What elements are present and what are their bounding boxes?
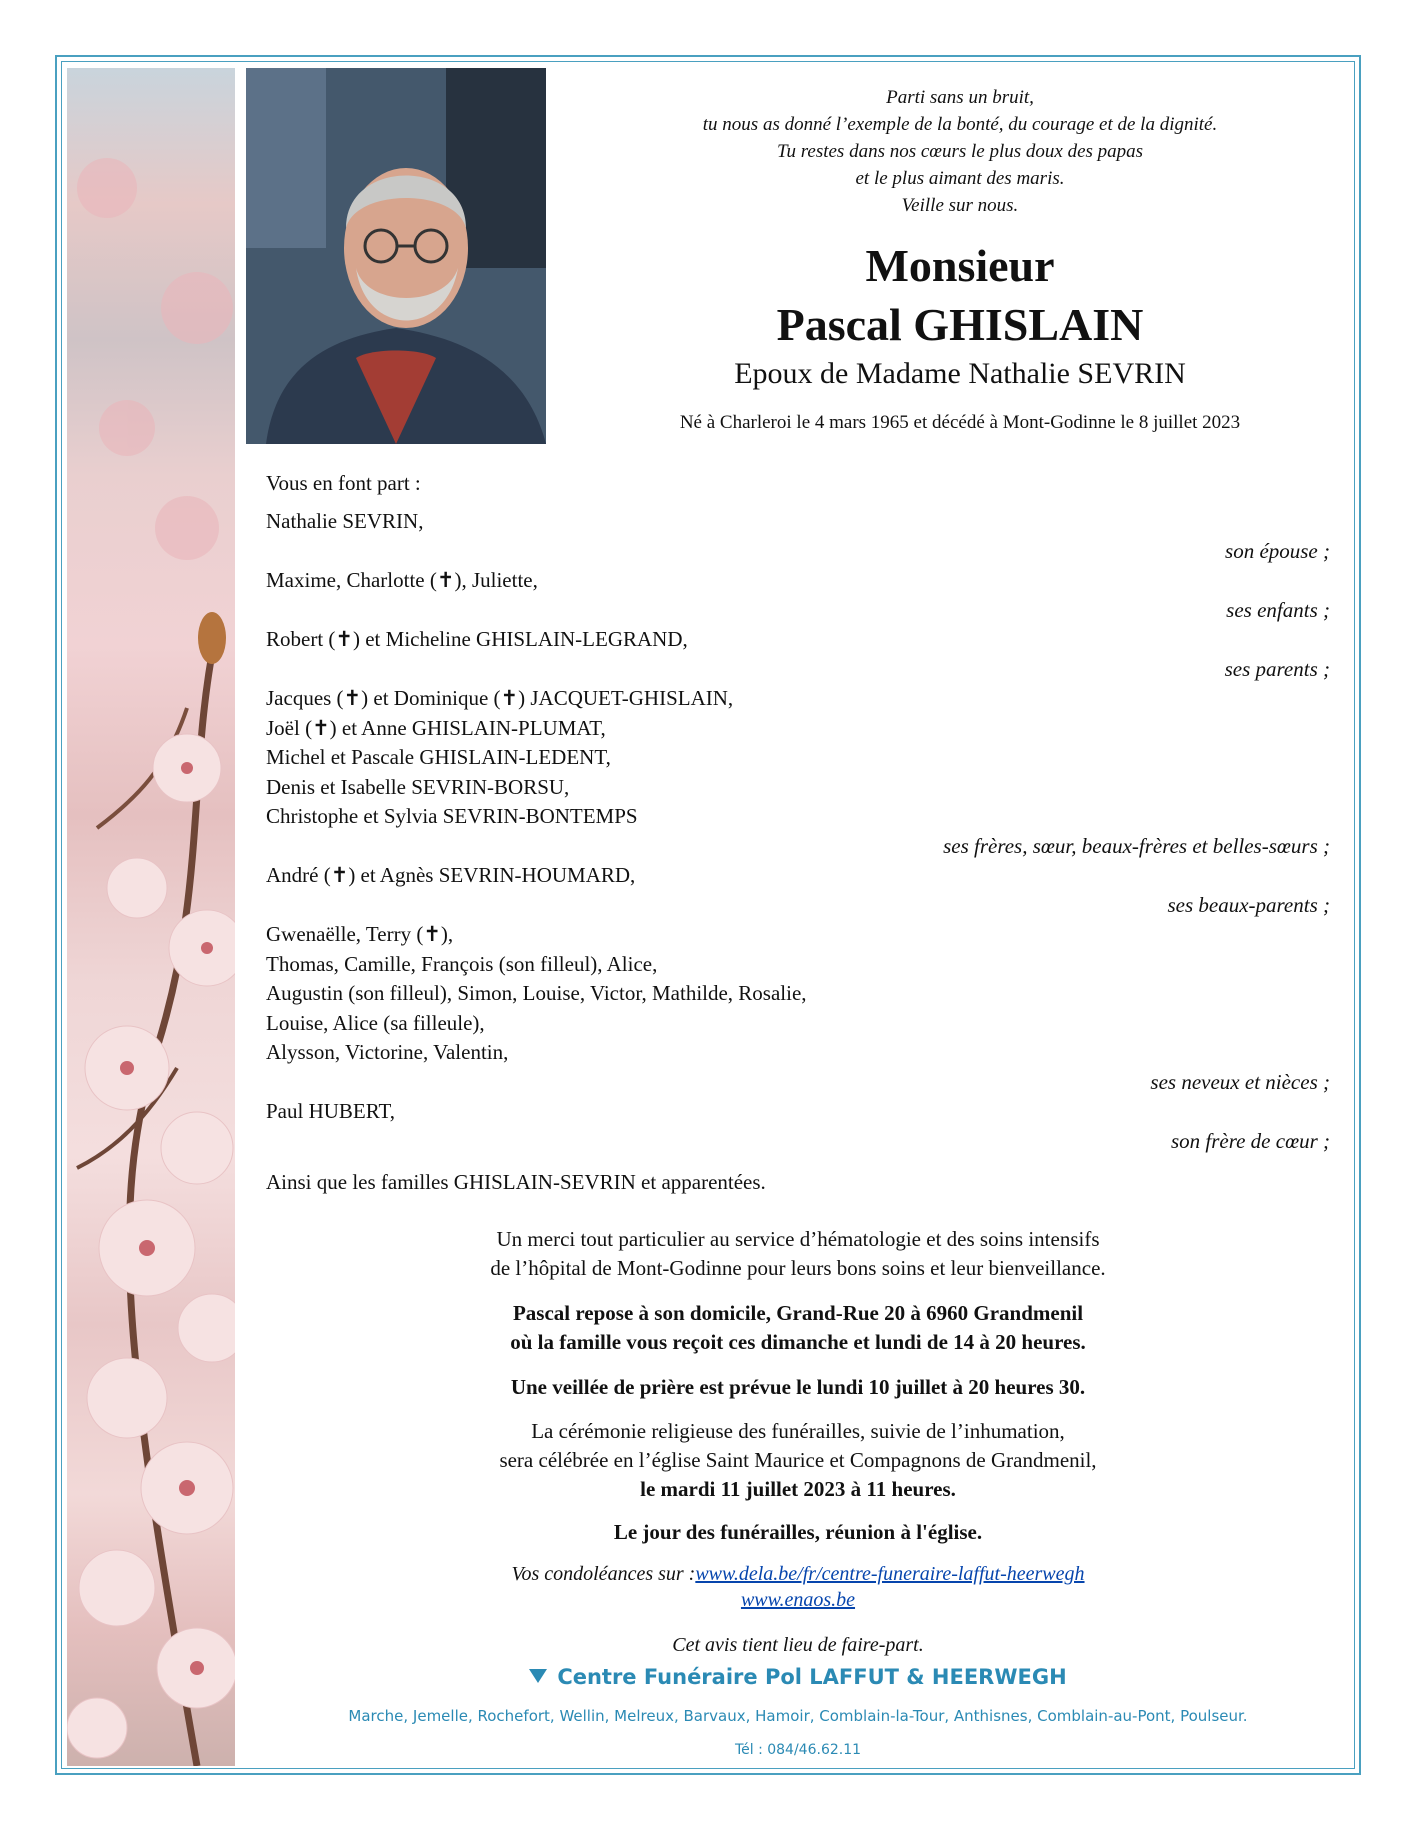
family-names: Alysson, Victorine, Valentin,	[266, 1040, 509, 1064]
thanks-line: de l’hôpital de Mont-Godinne pour leurs bons soins et leur bienveillance.	[490, 1256, 1106, 1280]
family-names: Robert (✝) et Micheline GHISLAIN-LEGRAND,	[266, 627, 688, 651]
family-names: Gwenaëlle, Terry (✝),	[266, 922, 454, 946]
condolences-block	[266, 1561, 1330, 1613]
family-list	[266, 469, 1330, 1197]
family-names: Augustin (son filleul), Simon, Louise, Victor, Mathilde, Rosalie,	[266, 981, 807, 1005]
epigraph-line: et le plus aimant des maris.	[855, 168, 1065, 189]
dela-link[interactable]: www.dela.be/fr/centre-funeraire-laffut-heerwegh	[695, 1563, 1085, 1585]
ceremony-block	[266, 1417, 1330, 1504]
family-group	[266, 920, 1330, 1097]
family-names: Thomas, Camille, François (son filleul), Alice,	[266, 951, 658, 976]
repose-block	[266, 1299, 1330, 1357]
family-group	[266, 566, 1330, 625]
family-names: Paul HUBERT,	[266, 1099, 396, 1123]
condolences-label: Vos condoléances sur :	[511, 1563, 696, 1585]
family-names: Michel et Pascale GHISLAIN-LEDENT,	[266, 745, 611, 769]
thanks-line: Un merci tout particulier au service d’hématologie et des soins intensifs	[496, 1227, 1100, 1251]
portrait-photo	[246, 68, 546, 444]
family-relation: son frère de cœur ;	[1170, 1128, 1330, 1153]
epigraph-line: Parti sans un bruit,	[886, 87, 1034, 108]
epigraph-line: Tu restes dans nos cœurs le plus doux des papas	[776, 141, 1144, 162]
family-relation: ses beaux-parents ;	[1167, 892, 1330, 917]
family-group	[266, 861, 1330, 920]
funeral-home-brand	[266, 1665, 1330, 1689]
epigraph	[580, 84, 1340, 219]
birth-death-line: Né à Charleroi le 4 mars 1965 et décédé à Mont-Godinne le 8 juillet 2023	[679, 412, 1241, 433]
cherry-blossom-image	[67, 68, 235, 1766]
towns-line: Marche, Jemelle, Rochefort, Wellin, Melreux, Barvaux, Hamoir, Comblain-la-Tour, Anthisnes, Comblain-au-Pont, Poulseur.	[348, 1707, 1248, 1725]
triangle-down-icon	[529, 1669, 547, 1683]
family-group	[266, 625, 1330, 684]
telephone-line: Tél : 084/46.62.11	[734, 1742, 862, 1758]
family-relation: son épouse ;	[1225, 538, 1330, 563]
vigil-line: Une veillée de prière est prévue le lundi 10 juillet à 20 heures 30.	[510, 1375, 1086, 1399]
ceremony-line: sera célébrée en l’église Saint Maurice et Compagnons de Grandmenil,	[499, 1448, 1097, 1472]
family-names: Christophe et Sylvia SEVRIN-BONTEMPS	[266, 804, 638, 828]
family-names: Maxime, Charlotte (✝), Juliette,	[266, 568, 538, 592]
ceremony-line: La cérémonie religieuse des funérailles, suivie de l’inhumation,	[531, 1419, 1065, 1443]
family-names: Nathalie SEVRIN,	[266, 509, 424, 533]
enaos-link[interactable]: www.enaos.be	[740, 1589, 856, 1611]
family-names: André (✝) et Agnès SEVRIN-HOUMARD,	[266, 863, 636, 887]
closing-line: Ainsi que les familles GHISLAIN-SEVRIN et apparentées.	[266, 1170, 766, 1194]
spouse-line: Epoux de Madame Nathalie SEVRIN	[734, 357, 1186, 390]
repose-line: Pascal repose à son domicile, Grand-Rue 20 à 6960 Grandmenil	[512, 1301, 1084, 1325]
honorific: Monsieur	[865, 240, 1055, 291]
ceremony-date: le mardi 11 juillet 2023 à 11 heures.	[640, 1477, 956, 1501]
gathering-line: Le jour des funérailles, réunion à l'église.	[613, 1520, 983, 1544]
family-group	[266, 507, 1330, 566]
family-names: Joël (✝) et Anne GHISLAIN-PLUMAT,	[266, 715, 606, 740]
deceased-name: Pascal GHISLAIN	[776, 299, 1144, 350]
thanks-block	[266, 1225, 1330, 1283]
family-relation: ses parents ;	[1224, 656, 1330, 681]
family-relation: ses enfants ;	[1226, 597, 1330, 622]
repose-line: où la famille vous reçoit ces dimanche et lundi de 14 à 20 heures.	[510, 1330, 1086, 1354]
family-names: Louise, Alice (sa filleule),	[266, 1010, 485, 1035]
brand-name: Centre Funéraire Pol LAFFUT & HEERWEGH	[557, 1665, 1067, 1689]
family-relation: ses frères, sœur, beaux-frères et belles-sœurs ;	[943, 833, 1330, 858]
family-names: Denis et Isabelle SEVRIN-BORSU,	[266, 774, 570, 799]
intro: Vous en font part :	[266, 471, 421, 495]
family-names: Jacques (✝) et Dominique (✝) JACQUET-GHISLAIN,	[266, 686, 734, 710]
family-relation: ses neveux et nièces ;	[1150, 1069, 1330, 1094]
epigraph-line: tu nous as donné l’exemple de la bonté, du courage et de la dignité.	[702, 114, 1218, 135]
family-group	[266, 1097, 1330, 1156]
faire-part-line: Cet avis tient lieu de faire-part.	[672, 1634, 924, 1656]
family-group	[266, 684, 1330, 861]
epigraph-line: Veille sur nous.	[901, 195, 1019, 216]
